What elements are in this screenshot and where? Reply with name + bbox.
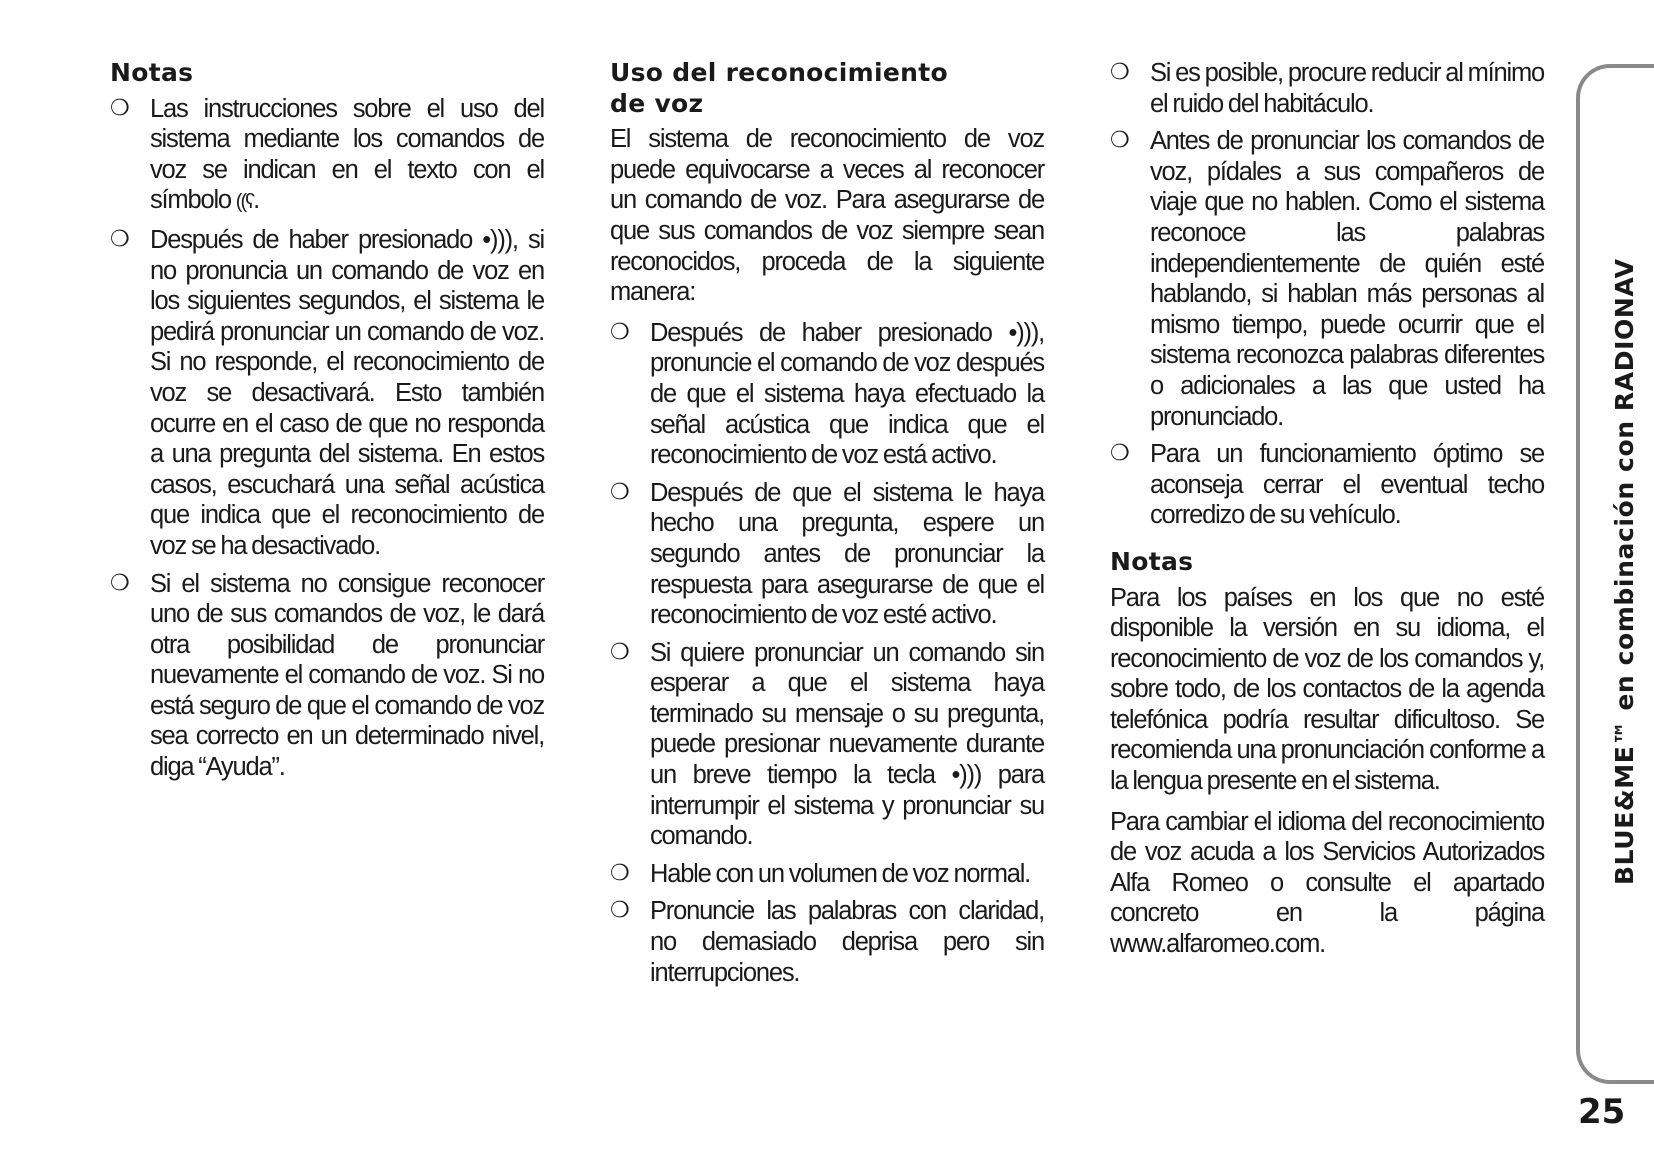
- list-item: [610, 896, 1044, 988]
- list-item: [110, 94, 544, 218]
- item-text: Para un funcionamiento óptimo se aconseja cerrar el eventual techo corredizo de su vehículo.: [1150, 440, 1544, 530]
- item-text: Pronuncie las palabras con claridad, no demasiado deprisa pero sin interrupciones.: [650, 897, 1044, 987]
- symbol-period: .: [253, 186, 259, 215]
- item-text: Después de haber presionado •))), pronuncie el comando de voz después de que el sistema haya efectuado la señal acústica que indica que el reconocimiento de voz está activo.: [650, 318, 1044, 470]
- left-column: [110, 58, 544, 790]
- bullet-icon: ❍: [110, 570, 129, 596]
- page-number: 25: [1578, 1092, 1626, 1132]
- right-column: [1110, 58, 1544, 970]
- tips-list: [610, 318, 1044, 988]
- bullet-icon: ❍: [110, 95, 129, 121]
- tips-list-continued: [1110, 58, 1544, 531]
- list-item: [110, 225, 544, 562]
- bullet-icon: ❍: [110, 226, 129, 252]
- bullet-icon: ❍: [610, 319, 629, 345]
- section-heading: Uso del reconocimiento de voz: [610, 58, 948, 118]
- notes-heading: Notas: [1110, 546, 1194, 576]
- list-item: [1110, 126, 1544, 432]
- list-item: [610, 318, 1044, 471]
- bullet-icon: ❍: [1110, 441, 1129, 467]
- item-text: Si el sistema no consigue reconocer uno de sus comandos de voz, le dará otra posibilidad de pronunciar nuevamente el comando de voz. Si no está seguro de que el comando de voz sea correcto en un determinado nivel, diga “Ayuda”.: [150, 569, 544, 782]
- item-text: Si quiere pronunciar un comando sin esperar a que el sistema haya terminado su mensaje o su pregunta, puede presionar nuevamente durante un breve tiempo la tecla •))) para interrumpir el sistema y pronunciar su comando.: [650, 638, 1044, 851]
- bullet-icon: ❍: [610, 479, 629, 505]
- notes-list: [110, 94, 544, 783]
- notes-heading: Notas: [110, 58, 194, 87]
- voice-command-icon: ((ʕ: [235, 191, 254, 214]
- bullet-icon: ❍: [610, 639, 629, 665]
- chapter-side-title: BLUE&ME™ en combinación con RADIONAV: [1610, 258, 1639, 885]
- item-text: Hable con un volumen de voz normal.: [650, 859, 1031, 888]
- item-text: Después de que el sistema le haya hecho una pregunta, espere un segundo antes de pronunciar la respuesta para asegurarse de que el reconocimiento de voz esté activo.: [650, 478, 1044, 630]
- bullet-icon: ❍: [610, 898, 629, 924]
- list-item: [110, 569, 544, 783]
- list-item: [1110, 439, 1544, 531]
- list-item: [610, 638, 1044, 852]
- intro-paragraph: El sistema de reconocimiento de voz puede equivocarse a veces al reconocer un comando de voz. Para asegurarse de que sus comandos de voz siempre sean reconocidos, proceda de la siguiente manera:: [610, 125, 1044, 307]
- item-text: Antes de pronunciar los comandos de voz, pídales a sus compañeros de viaje que no hablen. Como el sistema reconoce las palabras independientemente de quién esté hablando, si hablan más personas al mismo tiempo, puede ocurrir que el sistema reconozca palabras diferentes o adicionales a las que usted ha pronunciado.: [1150, 127, 1544, 431]
- bullet-icon: ❍: [1110, 128, 1129, 154]
- bullet-icon: ❍: [610, 860, 629, 886]
- item-text: Las instrucciones sobre el uso del sistema mediante los comandos de voz se indican en el texto con el símbolo: [150, 94, 544, 215]
- item-text: Después de haber presionado •))), si no pronuncia un comando de voz en los siguientes segundos, el sistema le pedirá pronunciar un comando de voz. Si no responde, el reconocimiento de voz se desactivará. Esto también ocurre en el caso de que no responda a una pregunta del sistema. En estos casos, escuchará una señal acústica que indica que el reconocimiento de voz se ha desactivado.: [150, 225, 544, 560]
- notes-paragraph: Para los países en los que no esté disponible la versión en su idioma, el reconocimiento de voz de los comandos y, sobre todo, de los contactos de la agenda telefónica podría resultar dificultoso. Se recomienda una pronunciación conforme a la lengua presente en el sistema.: [1110, 583, 1544, 796]
- list-item: [610, 478, 1044, 631]
- list-item: [610, 859, 1044, 890]
- notes-paragraph: Para cambiar el idioma del reconocimiento de voz acuda a los Servicios Autorizados Alfa Romeo o consulte el apartado concreto en la página www.alfaromeo.com.: [1110, 807, 1544, 959]
- middle-column: [610, 58, 1044, 995]
- list-item: [1110, 58, 1544, 119]
- bullet-icon: ❍: [1110, 60, 1129, 85]
- item-text: Si es posible, procure reducir al mínimo el ruido del habitáculo.: [1150, 59, 1544, 118]
